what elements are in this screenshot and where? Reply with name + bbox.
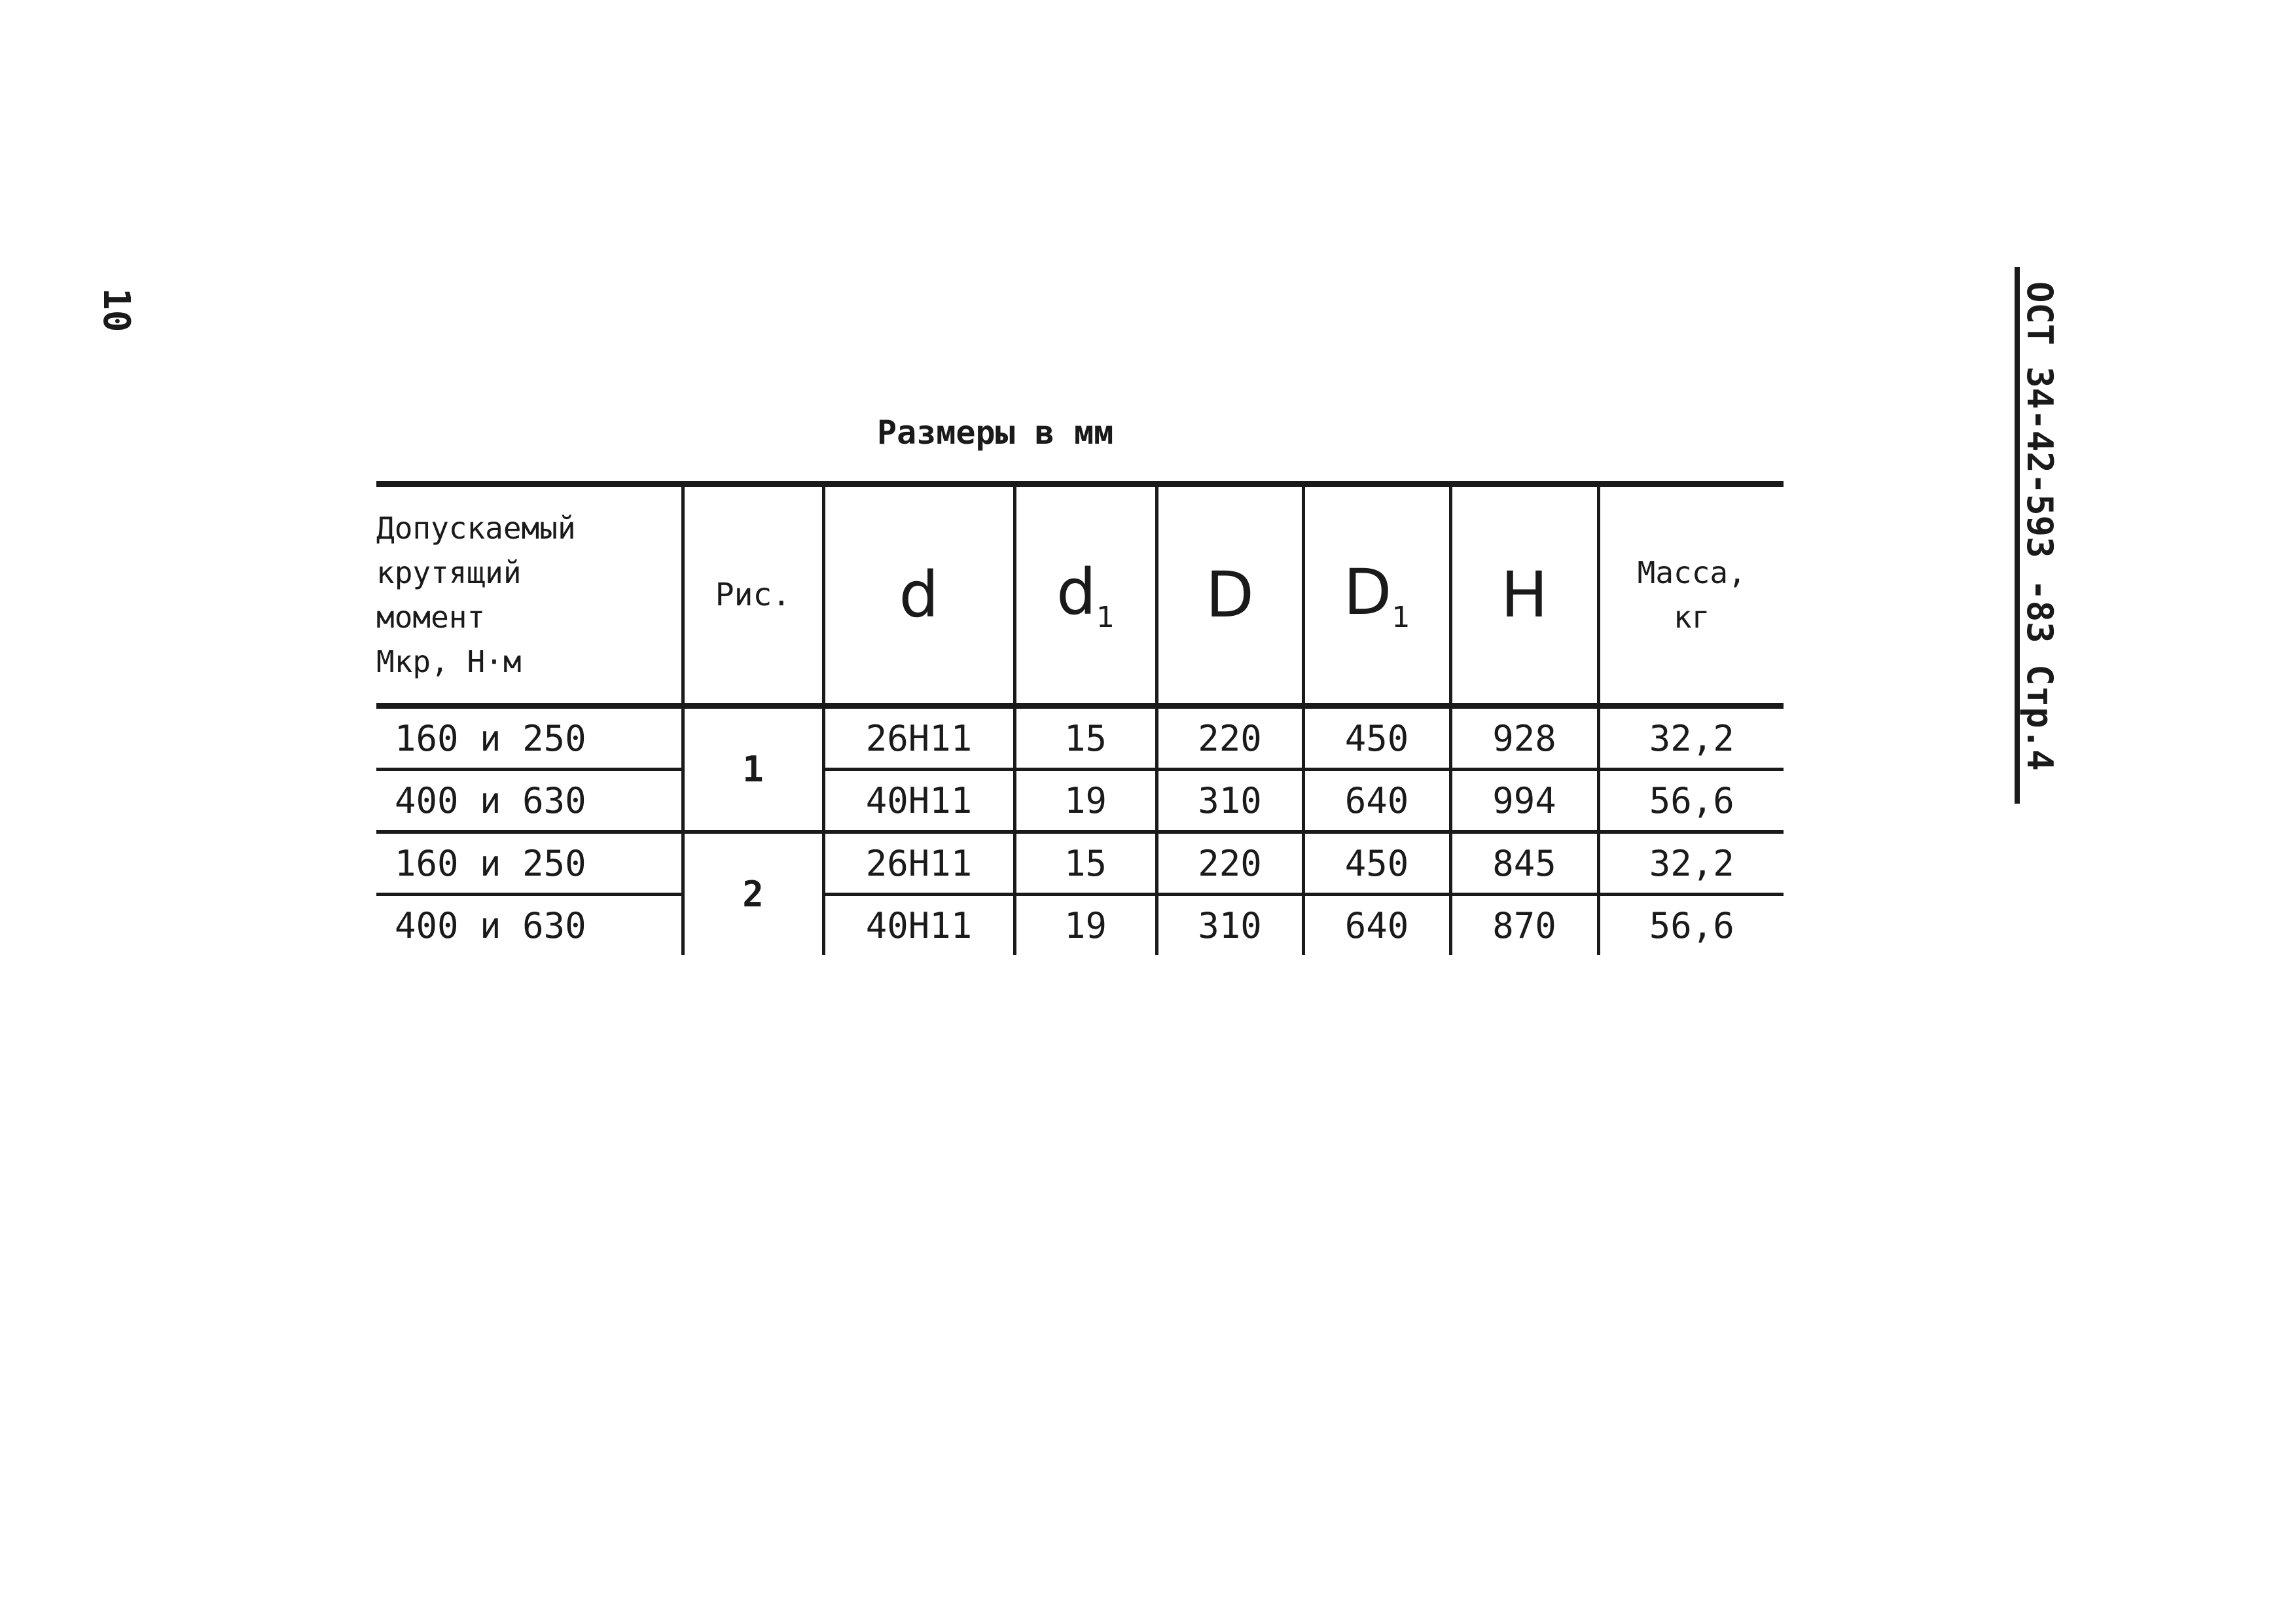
cell-H: 845 [1450,832,1598,895]
header-mass-line: Масса, [1637,555,1746,590]
cell-torque: 160 и 250 [376,832,683,895]
header-d1-base: d [1056,555,1096,629]
header-torque [376,484,683,706]
cell-D: 310 [1157,770,1303,832]
cell-d1: 15 [1014,706,1157,770]
header-torque-line: крутящий [376,555,522,590]
cell-torque: 400 и 630 [376,895,683,955]
cell-figure: 1 [683,706,823,832]
cell-H: 994 [1450,770,1598,832]
cell-D1: 640 [1303,895,1450,955]
header-mass [1598,484,1784,706]
table-row [376,706,1784,770]
cell-torque: 160 и 250 [376,706,683,770]
cell-H: 928 [1450,706,1598,770]
cell-D1: 640 [1303,770,1450,832]
header-D1 [1303,484,1450,706]
header-d1 [1014,484,1157,706]
table-header-row [376,484,1784,706]
table-row [376,832,1784,895]
cell-figure: 2 [683,832,823,955]
cell-d: 26H11 [823,706,1014,770]
cell-d: 40H11 [823,770,1014,832]
cell-D: 220 [1157,706,1303,770]
header-D: D [1157,484,1303,706]
cell-torque: 400 и 630 [376,770,683,832]
table-row [376,895,1784,955]
cell-d1: 15 [1014,832,1157,895]
cell-D1: 450 [1303,706,1450,770]
cell-mass: 56,6 [1598,770,1784,832]
cell-d: 26H11 [823,832,1014,895]
header-d: d [823,484,1014,706]
cell-D: 220 [1157,832,1303,895]
header-H: H [1450,484,1598,706]
cell-d1: 19 [1014,895,1157,955]
page-number: 10 [95,288,137,332]
cell-mass: 56,6 [1598,895,1784,955]
dimensions-table [376,481,1784,955]
header-d1-sub: 1 [1096,601,1115,635]
header-figure: Рис. [683,484,823,706]
cell-d1: 19 [1014,770,1157,832]
table-row [376,770,1784,832]
header-torque-line: Допускаемый [376,510,576,546]
header-D1-sub: 1 [1391,601,1410,635]
cell-d: 40H11 [823,895,1014,955]
table-caption: Размеры в мм [877,414,1114,452]
cell-D: 310 [1157,895,1303,955]
cell-mass: 32,2 [1598,832,1784,895]
document-header: ОСТ 34-42-593 -83 Стр.4 [2019,281,2060,771]
cell-mass: 32,2 [1598,706,1784,770]
header-torque-line: момент [376,599,486,635]
cell-D1: 450 [1303,832,1450,895]
header-torque-line: Мкр, Н·м [376,644,522,679]
header-mass-line: кг [1674,599,1710,635]
cell-H: 870 [1450,895,1598,955]
header-D1-base: D [1343,555,1392,629]
